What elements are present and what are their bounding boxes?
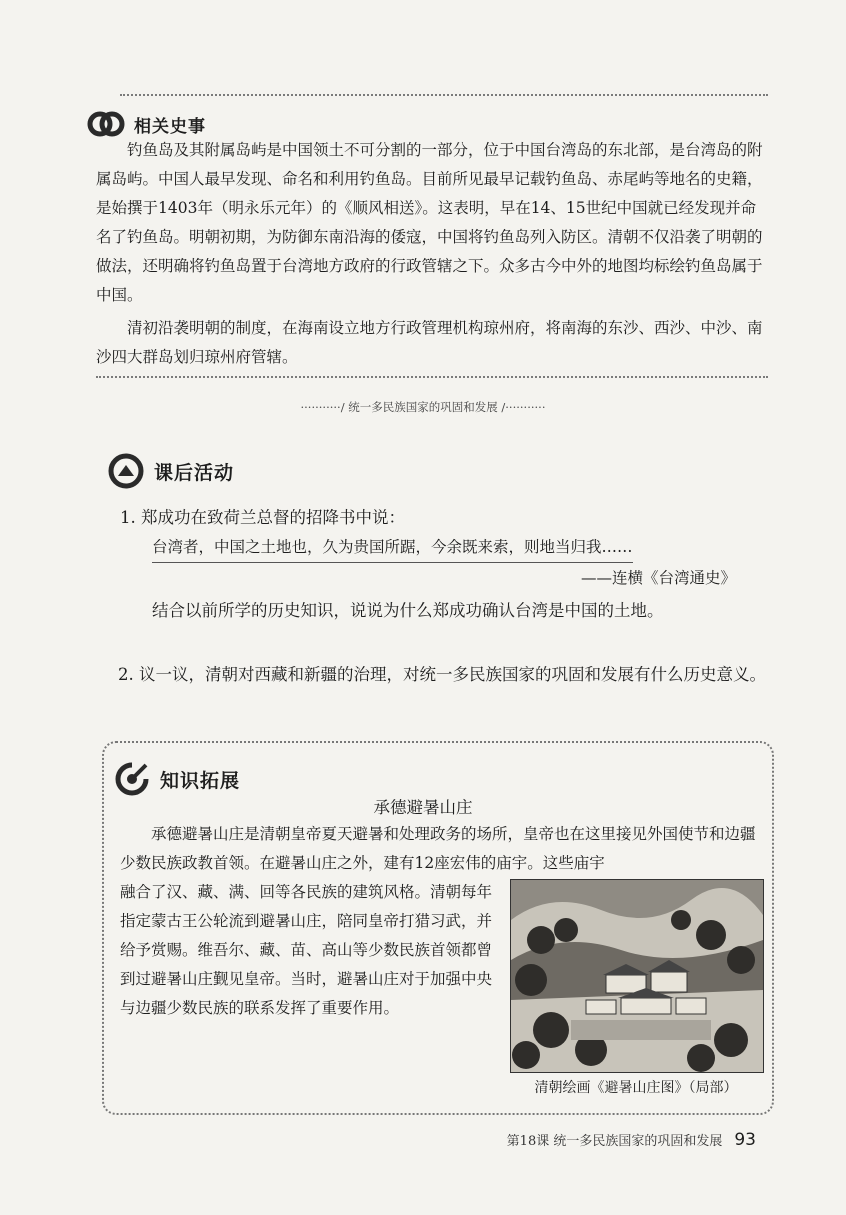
painting-caption: 清朝绘画《避暑山庄图》（局部） <box>534 1080 738 1096</box>
knowledge-icon <box>112 759 152 799</box>
knowledge-continued: 融合了汉、藏、满、回等各民族的建筑风格。清朝每年指定蒙古王公轮流到避暑山庄，陪同皇帝打猎习武，并给予赏赐。维吾尔、藏、苗、高山等少数民族首领都曾到过避暑山庄觐见皇帝。当时，避暑山庄对于加强中央与边疆少数民族的联系发挥了重要作用。 <box>120 883 493 1017</box>
quote-source: ——连横《台湾通史》 <box>580 569 736 587</box>
painting-image <box>510 879 764 1073</box>
q2-text: 议一议，清朝对西藏和新疆的治理，对统一多民族国家的巩固和发展有什么历史意义。 <box>139 665 766 684</box>
knowledge-intro: 承德避暑山庄是清朝皇帝夏天避暑和处理政务的场所，皇帝也在这里接见外国使节和边疆少数民族政教首领。在避暑山庄之外，建有12座宏伟的庙宇。这些庙宇 <box>120 825 756 872</box>
knowledge-title: 知识拓展 <box>160 769 241 792</box>
q1-text: 郑成功在致荷兰总督的招降书中说： <box>141 508 405 527</box>
related-history-paragraph-1: 钓鱼岛及其附属岛屿是中国领土不可分割的一部分，位于中国台湾岛的东北部，是台湾岛的附属岛屿。中国人最早发现、命名和利用钓鱼岛。目前所见最早记载钓鱼岛、赤尾屿等地名的史籍，是始撰于1403年（明永乐元年）的《顺风相送》。这表明，早在14、15世纪中国就已经发现并命名了钓鱼岛。明朝初期，为防御东南沿海的倭寇，中国将钓鱼岛列入防区。清朝不仅沿袭了明朝的做法，还明确将钓鱼岛置于台湾地方政府的行政管辖之下。众多古今中外的地图均标绘钓鱼岛属于中国。 <box>96 141 763 304</box>
after-class-icon <box>106 451 146 491</box>
section-divider <box>0 399 846 415</box>
knowledge-intro-block <box>120 820 760 878</box>
q1-number: 1. <box>120 508 136 527</box>
related-history-paragraph-2: 清初沿袭明朝的制度，在海南设立地方行政管理机构琼州府，将南海的东沙、西沙、中沙、南沙四大群岛划归琼州府管辖。 <box>96 319 763 366</box>
after-class-header <box>106 451 234 491</box>
divider-dots-right: /··········· <box>497 400 546 414</box>
painting-illustration <box>511 880 763 1072</box>
bottom-dotted-rule <box>96 376 768 378</box>
divider-text: 统一多民族国家的巩固和发展 <box>348 400 498 414</box>
divider-dots-left: ···········/ <box>300 400 349 414</box>
page-footer <box>507 1130 756 1150</box>
q1-task: 结合以前所学的历史知识，说说为什么郑成功确认台湾是中国的土地。 <box>152 601 664 620</box>
after-class-title: 课后活动 <box>154 461 235 484</box>
knowledge-header <box>112 759 240 799</box>
question-2 <box>118 660 768 690</box>
related-history-title: 相关史事 <box>134 116 206 137</box>
knowledge-subtitle: 承德避暑山庄 <box>373 798 473 817</box>
question-1 <box>120 503 770 533</box>
quote: 台湾者，中国之土地也，久为贵国所踞，今余既来索，则地当归我…… <box>152 534 633 563</box>
knowledge-continued-block <box>120 878 500 1023</box>
q2-number: 2. <box>118 665 134 684</box>
footer-lesson: 第18课 统一多民族国家的巩固和发展 <box>506 1134 723 1149</box>
related-history-body <box>96 136 768 372</box>
top-dotted-rule <box>120 94 768 96</box>
page-number: 93 <box>734 1130 756 1150</box>
